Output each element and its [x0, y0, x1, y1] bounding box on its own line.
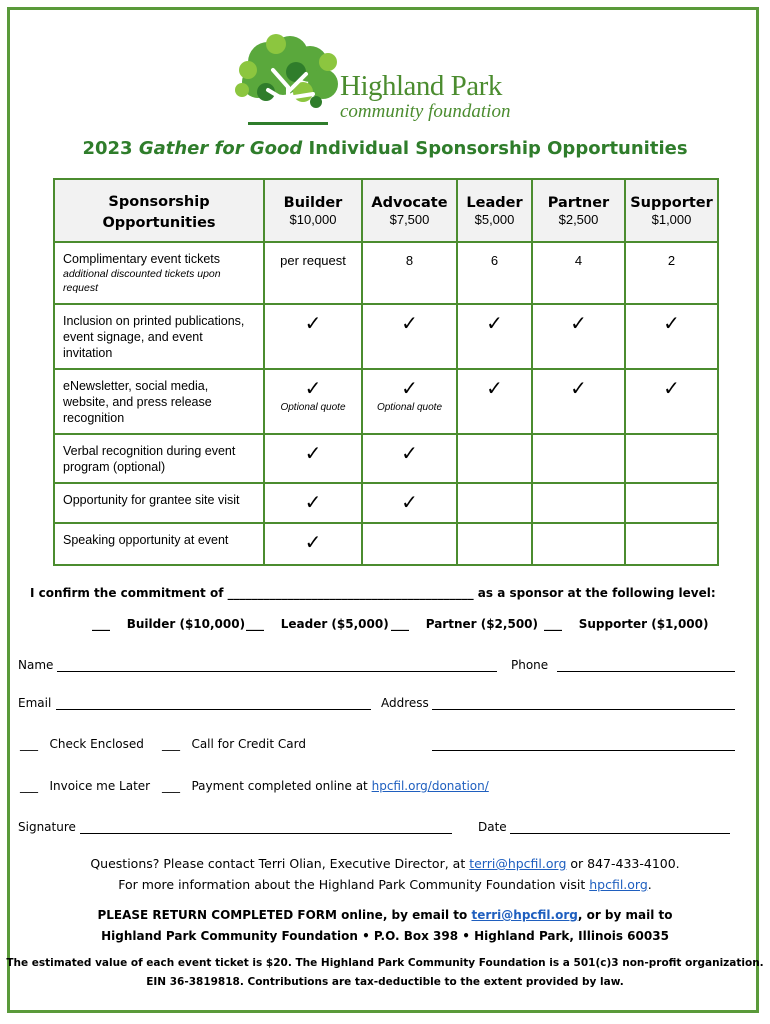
- value-cell: 8: [362, 242, 457, 304]
- title-rest: Individual Sponsorship Opportunities: [308, 138, 688, 159]
- feature-cell: Opportunity for grantee site visit: [54, 483, 264, 523]
- check-cell: ✓: [362, 304, 457, 369]
- email-field[interactable]: [56, 709, 371, 710]
- phone-label: Phone: [511, 658, 549, 672]
- sponsorship-table: [53, 178, 719, 566]
- footer-note-1: The estimated value of each event ticket is $20. The Highland Park Community Foundation is a 501(c)3 non-profit organization.: [6, 957, 764, 969]
- table-row: [54, 434, 718, 483]
- email-label: Email: [18, 696, 52, 710]
- check-cell: ✓: [625, 369, 718, 434]
- check-cell: [457, 434, 532, 483]
- footer-note-2: EIN 36-3819818. Contributions are tax-deductible to the extent provided by law.: [146, 976, 624, 988]
- level-option-supporter[interactable]: ___ Supporter ($1,000): [544, 617, 709, 631]
- feature-cell: Inclusion on printed publications, event signage, and event invitation: [54, 304, 264, 369]
- date-label: Date: [478, 820, 507, 834]
- check-cell: ✓ Optional quote: [264, 369, 362, 434]
- value-cell: 6: [457, 242, 532, 304]
- return-instructions: PLEASE RETURN COMPLETED FORM online, by email to terri@hpcfil.org, or by mail to: [97, 908, 673, 922]
- info-line: For more information about the Highland Park Community Foundation visit hpcfil.org.: [118, 877, 652, 892]
- address-label: Address: [381, 696, 429, 710]
- sponsor-name-blank[interactable]: _________________________________________: [227, 586, 474, 600]
- table-row: [54, 242, 718, 304]
- credit-card-option[interactable]: ___ Call for Credit Card: [162, 737, 306, 751]
- header-level: Advocate $7,500: [362, 179, 457, 242]
- table-row: [54, 483, 718, 523]
- value-cell: per request: [264, 242, 362, 304]
- check-cell: [625, 483, 718, 523]
- check-cell: ✓: [457, 304, 532, 369]
- confirm-line: I confirm the commitment of _________________________________________ as a sponsor at the following level:: [30, 586, 716, 600]
- invoice-option[interactable]: ___ Invoice me Later: [20, 779, 151, 793]
- feature-cell: eNewsletter, social media, website, and press release recognition: [54, 369, 264, 434]
- value-cell: 2: [625, 242, 718, 304]
- online-payment-option[interactable]: ___ Payment completed online at hpcfil.org/donation/: [162, 779, 489, 793]
- header-level: Partner $2,500: [532, 179, 625, 242]
- check-cell: ✓: [625, 304, 718, 369]
- title-event: Gather for Good: [138, 138, 303, 159]
- donation-link[interactable]: hpcfil.org/donation/: [371, 779, 489, 793]
- check-cell: [532, 523, 625, 565]
- check-cell: [362, 523, 457, 565]
- check-cell: [532, 483, 625, 523]
- header-level: Builder $10,000: [264, 179, 362, 242]
- name-field[interactable]: [57, 671, 497, 672]
- return-email-link[interactable]: terri@hpcfil.org: [471, 908, 578, 922]
- check-cell: ✓: [264, 434, 362, 483]
- level-option-partner[interactable]: ___ Partner ($2,500): [391, 617, 538, 631]
- level-option-leader[interactable]: ___ Leader ($5,000): [246, 617, 389, 631]
- feature-cell: Verbal recognition during event program (optional): [54, 434, 264, 483]
- table-row: [54, 523, 718, 565]
- signature-label: Signature: [18, 820, 76, 834]
- check-cell: ✓: [264, 304, 362, 369]
- name-label: Name: [18, 658, 54, 672]
- contact-email-link[interactable]: terri@hpcfil.org: [469, 856, 567, 871]
- check-cell: [532, 434, 625, 483]
- check-cell: [625, 434, 718, 483]
- check-cell: ✓: [457, 369, 532, 434]
- signature-field[interactable]: [80, 833, 452, 834]
- header-level: Supporter $1,000: [625, 179, 718, 242]
- check-cell: ✓: [362, 434, 457, 483]
- check-cell: ✓: [264, 523, 362, 565]
- table-row: [54, 304, 718, 369]
- check-cell: [625, 523, 718, 565]
- contact-line: Questions? Please contact Terri Olian, Executive Director, at terri@hpcfil.org or 847-433-4100.: [90, 856, 680, 871]
- address-field[interactable]: [432, 709, 735, 710]
- level-option-builder[interactable]: ___ Builder ($10,000): [92, 617, 246, 631]
- check-cell: [457, 483, 532, 523]
- header-level: Leader $5,000: [457, 179, 532, 242]
- header-corner: Sponsorship Opportunities: [54, 179, 264, 242]
- logo-subtitle: community foundation: [340, 101, 511, 122]
- feature-cell: Complimentary event tickets additional discounted tickets upon request: [54, 242, 264, 304]
- check-cell: ✓: [264, 483, 362, 523]
- table-row: [54, 369, 718, 434]
- phone-field[interactable]: [557, 671, 735, 672]
- value-cell: 4: [532, 242, 625, 304]
- page-title: [0, 138, 770, 159]
- logo-title: Highland Park: [340, 70, 502, 102]
- check-cell: ✓: [362, 483, 457, 523]
- title-year: 2023: [82, 138, 133, 159]
- mailing-address: Highland Park Community Foundation • P.O. Box 398 • Highland Park, Illinois 60035: [101, 929, 669, 943]
- feature-cell: Speaking opportunity at event: [54, 523, 264, 565]
- check-cell: ✓: [532, 369, 625, 434]
- date-field[interactable]: [510, 833, 730, 834]
- check-cell: ✓ Optional quote: [362, 369, 457, 434]
- check-cell: ✓: [532, 304, 625, 369]
- check-enclosed-option[interactable]: ___ Check Enclosed: [20, 737, 144, 751]
- address-field-line2[interactable]: [432, 750, 735, 751]
- check-cell: [457, 523, 532, 565]
- table-header-row: [54, 179, 718, 242]
- website-link[interactable]: hpcfil.org: [589, 877, 648, 892]
